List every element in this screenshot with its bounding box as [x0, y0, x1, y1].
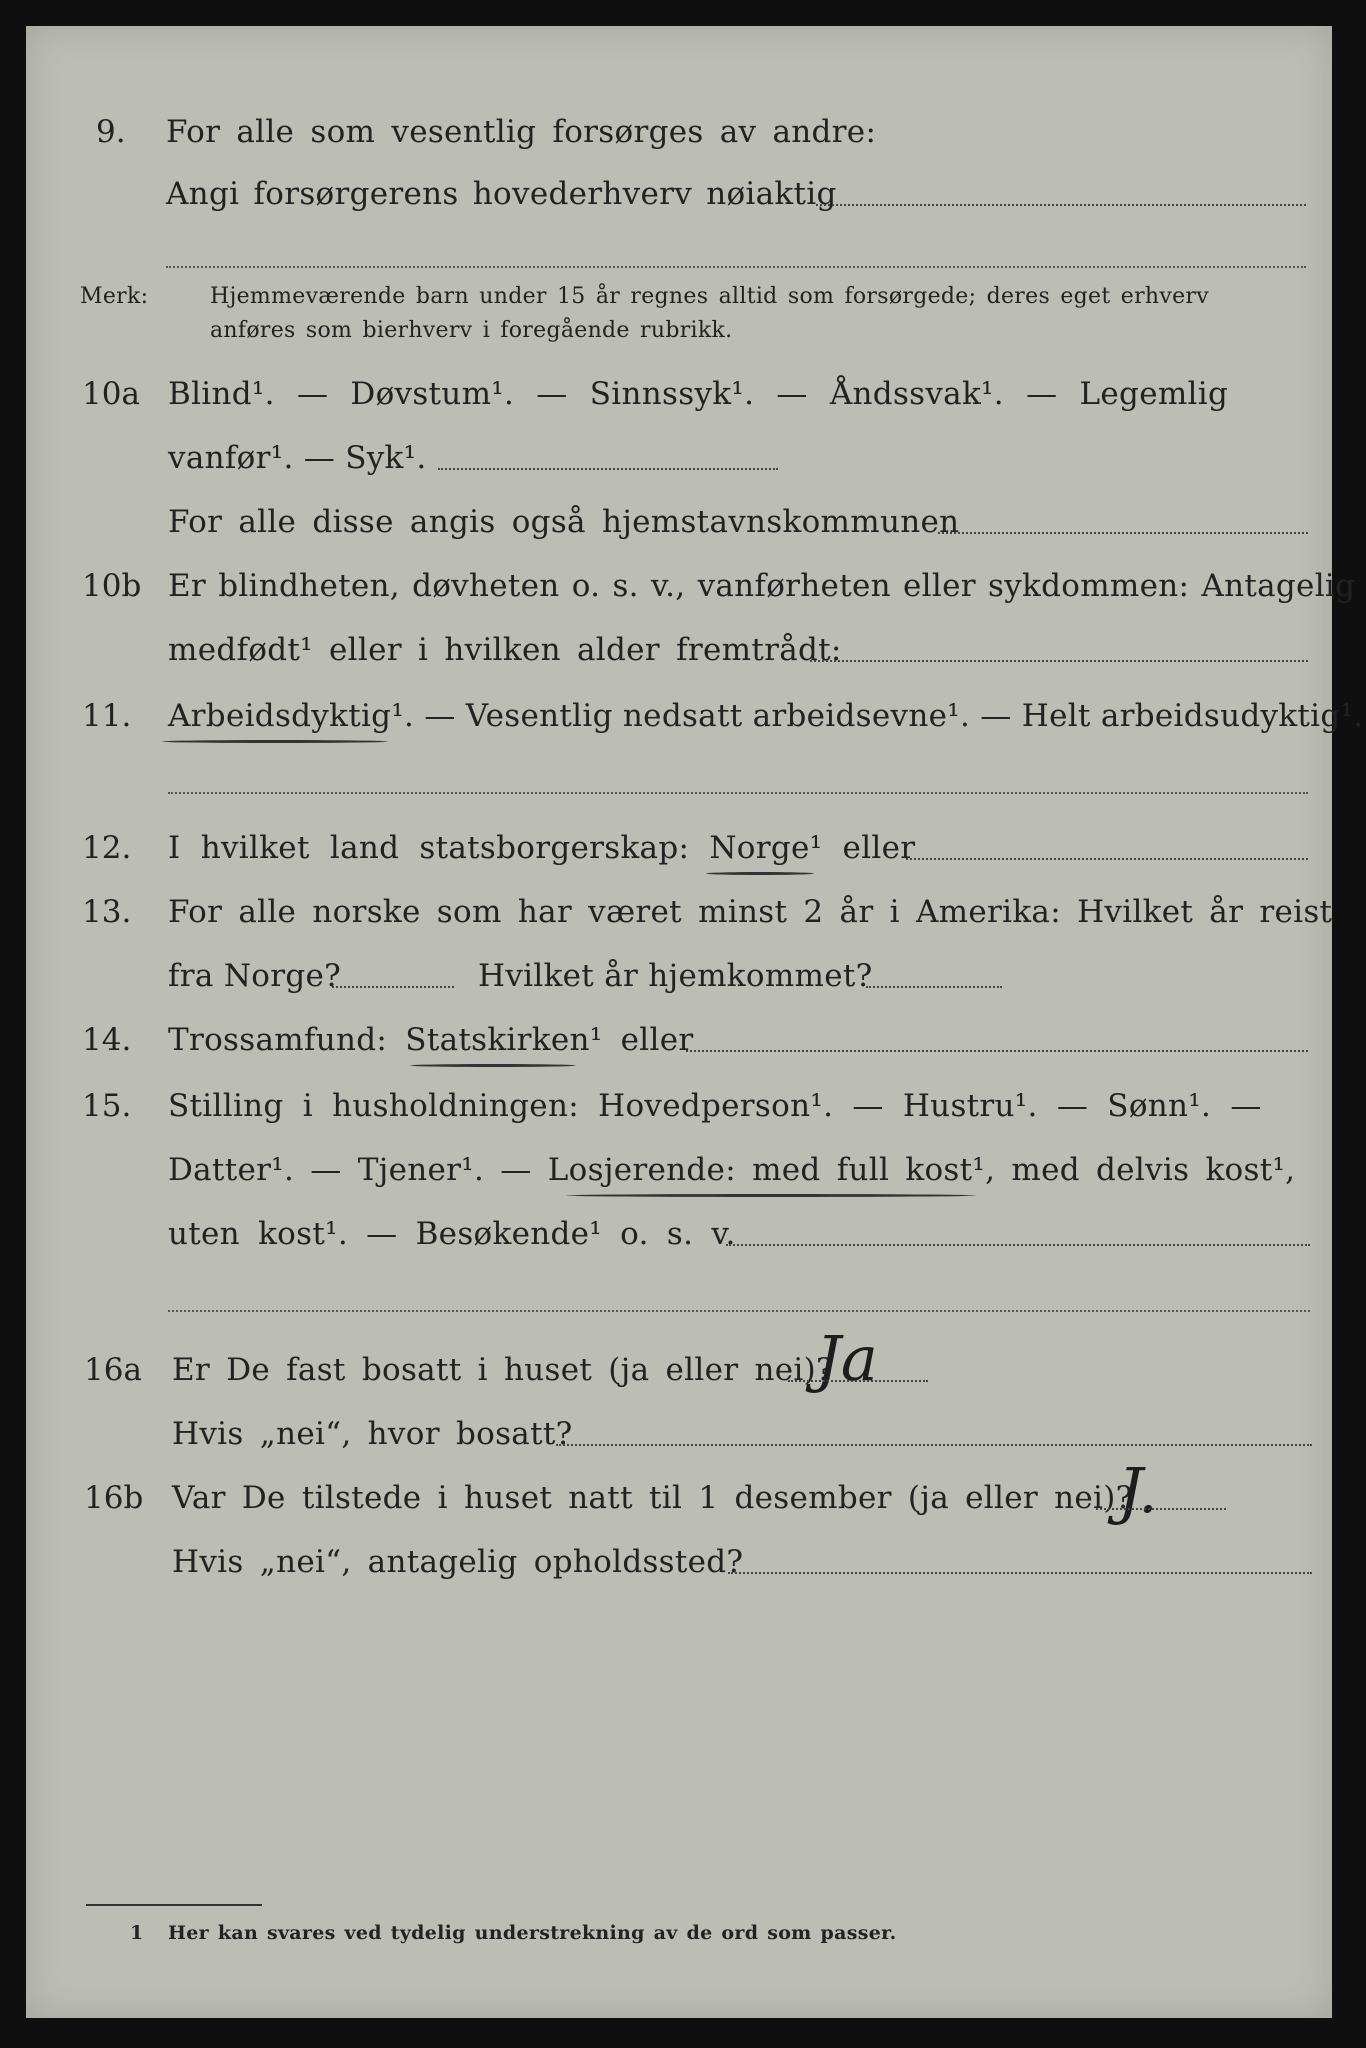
- q16b-answer-line[interactable]: [1096, 1508, 1226, 1510]
- q10a-answer-line[interactable]: [438, 468, 778, 470]
- q12-number: 12.: [82, 830, 132, 866]
- q9-line2: Angi forsørgerens hovederhverv nøiaktig: [166, 176, 837, 212]
- q13-return-year-line[interactable]: [866, 986, 1002, 988]
- q15-underline-losjerende: [566, 1194, 976, 1197]
- q10a-line2: vanfør¹. — Syk¹.: [168, 440, 427, 476]
- q16b-number: 16b: [84, 1480, 144, 1516]
- q13-departure-year-line[interactable]: [332, 986, 454, 988]
- q16b-whereabouts-line[interactable]: [728, 1572, 1312, 1574]
- q10a-line3: For alle disse angis også hjemstavnskommunen: [168, 504, 960, 540]
- q9-number: 9.: [96, 114, 126, 150]
- q14-answer-line[interactable]: [686, 1050, 1308, 1052]
- q15-line1: Stilling i husholdningen: Hovedperson¹. — Hustru¹. — Sønn¹. —: [168, 1088, 1262, 1124]
- q16b-line2: Hvis „nei“, antagelig opholdssted?: [172, 1544, 744, 1580]
- q16a-line1: Er De fast bosatt i huset (ja eller nei)?: [172, 1352, 833, 1388]
- q14-line1: Trossamfund: Statskirken¹ eller: [168, 1022, 694, 1058]
- q15-number: 15.: [82, 1088, 132, 1124]
- q16b-handwritten-answer: J.: [1118, 1454, 1158, 1527]
- q16a-residence-line[interactable]: [556, 1444, 1312, 1446]
- q9-answer-line-2[interactable]: [166, 266, 1306, 268]
- q13-line2-right: Hvilket år hjemkommet?: [478, 958, 873, 994]
- footnote-divider: [86, 1904, 262, 1906]
- q10a-number: 10a: [82, 376, 140, 412]
- q9-answer-line[interactable]: [816, 204, 1306, 206]
- q16a-answer-line[interactable]: [788, 1380, 928, 1382]
- q10a-municipality-line[interactable]: [938, 532, 1308, 534]
- q15-line2: Datter¹. — Tjener¹. — Losjerende: med full kost¹, med delvis kost¹,: [168, 1152, 1296, 1188]
- q15-answer-line-2[interactable]: [168, 1310, 1310, 1312]
- note-label: Merk:: [80, 284, 149, 309]
- q12-line1: I hvilket land statsborgerskap: Norge¹ eller: [168, 830, 916, 866]
- q16a-handwritten-answer: Ja: [816, 1322, 878, 1395]
- q16a-line2: Hvis „nei“, hvor bosatt?: [172, 1416, 573, 1452]
- note-line1: Hjemmeværende barn under 15 år regnes alltid som forsørgede; deres eget erhverv: [210, 284, 1209, 309]
- q12-answer-line[interactable]: [906, 858, 1308, 860]
- q9-line1: For alle som vesentlig forsørges av andre:: [166, 114, 877, 150]
- footnote-text: Her kan svares ved tydelig understrekning av de ord som passer.: [168, 1922, 897, 1944]
- q11-line1: Arbeidsdyktig¹. — Vesentlig nedsatt arbeidsevne¹. — Helt arbeidsudyktig¹.: [168, 698, 1364, 734]
- q11-number: 11.: [82, 698, 132, 734]
- q16a-number: 16a: [84, 1352, 142, 1388]
- q14-number: 14.: [82, 1022, 132, 1058]
- footnote-mark: 1: [130, 1922, 144, 1944]
- q13-number: 13.: [82, 894, 132, 930]
- q10b-line1: Er blindheten, døvheten o. s. v., vanførheten eller sykdommen: Antagelig: [168, 568, 1356, 604]
- q11-underline-arbeidsdyktig: [162, 740, 388, 743]
- q15-answer-line[interactable]: [726, 1244, 1310, 1246]
- q13-line2-left: fra Norge?: [168, 958, 342, 994]
- q15-line3: uten kost¹. — Besøkende¹ o. s. v.: [168, 1216, 736, 1252]
- note-line2: anføres som bierhverv i foregående rubrikk.: [210, 318, 733, 343]
- q16b-line1: Var De tilstede i huset natt til 1 desember (ja eller nei)?: [172, 1480, 1133, 1516]
- q12-underline-norge: [706, 872, 814, 875]
- q10b-answer-line[interactable]: [810, 660, 1308, 662]
- q10b-number: 10b: [82, 568, 142, 604]
- q13-line1: For alle norske som har været minst 2 år i Amerika: Hvilket år reist: [168, 894, 1333, 930]
- census-form-page: [26, 26, 1364, 2018]
- q14-underline-statskirken: [410, 1064, 576, 1067]
- q10b-line2: medfødt¹ eller i hvilken alder fremtrådt:: [168, 632, 842, 668]
- q11-answer-line[interactable]: [168, 792, 1308, 794]
- q10a-line1: Blind¹. — Døvstum¹. — Sinnssyk¹. — Åndssvak¹. — Legemlig: [168, 376, 1229, 412]
